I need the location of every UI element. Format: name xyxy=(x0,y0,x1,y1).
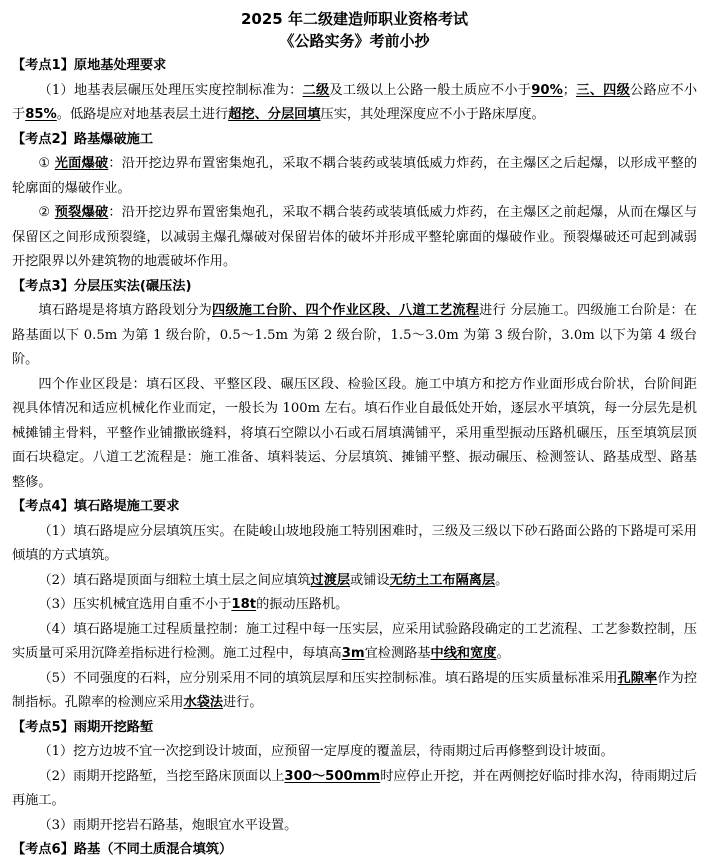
text: （2）雨期开挖路堑，当挖至路床顶面以上 xyxy=(38,768,285,784)
text: 填石路堤是将填方路段划分为 xyxy=(38,303,213,318)
paragraph-4-2 xyxy=(12,569,697,594)
highlight-term: 水袋法 xyxy=(183,695,223,710)
paragraph-2-1 xyxy=(12,152,697,201)
text: 或铺设 xyxy=(350,572,390,588)
paragraph-2-2 xyxy=(12,201,697,275)
highlight-term: 四级施工台阶、四个作业区段、八道工艺流程 xyxy=(212,303,480,318)
highlight-term: 光面爆破 xyxy=(54,156,109,171)
paragraph-5-3: （3）雨期开挖岩石路基，炮眼宜水平设置。 xyxy=(38,817,298,833)
highlight-term: 90% xyxy=(531,82,563,98)
paragraph-4-4 xyxy=(12,618,697,667)
text: 。 xyxy=(496,646,510,661)
section-heading-6: 【考点6】路基（不同土质混合填筑） xyxy=(12,842,233,857)
highlight-term: 过渡层 xyxy=(310,572,351,588)
text: （5）不同强度的石料，应分别采用不同的填筑层厚和压实控制标准。填石路堤的压实质量标准采用 xyxy=(38,670,618,686)
paragraph-4-1: （1）填石路堤应分层填筑压实。在陡峻山坡地段施工特别困难时，三级及三级以下砂石路面公路的下路堤可采用倾填的方式填筑。 xyxy=(12,523,697,563)
section-heading-2: 【考点2】路基爆破施工 xyxy=(12,131,154,147)
text: （1）地基表层碾压处理压实度控制标准为： xyxy=(38,82,303,98)
section-heading-4: 【考点4】填石路堤施工要求 xyxy=(12,499,180,514)
paragraph-5-1: （1）挖方边坡不宜一次挖到设计坡面，应预留一定厚度的覆盖层，待雨期过后再修整到设计坡面。 xyxy=(38,744,614,759)
highlight-term: 中线和宽度 xyxy=(430,646,497,661)
document-subtitle: 《公路实务》考前小抄 xyxy=(279,32,430,50)
text: 时应停止开挖，并在两侧挖好临时排水沟，待雨期过后再施工。 xyxy=(12,768,698,808)
text: 及工级以上公路一般土质应不小于 xyxy=(329,82,532,98)
paragraph-4-5 xyxy=(12,667,697,716)
text: 的振动压路机。 xyxy=(256,597,349,612)
text: 进行。 xyxy=(223,695,263,710)
highlight-term: 300～500mm xyxy=(284,768,381,784)
paragraph-4-3 xyxy=(12,593,697,618)
text: 压实，其处理深度应不小于路床厚度。 xyxy=(320,107,545,122)
highlight-term: 孔隙率 xyxy=(617,670,658,686)
text: ； xyxy=(562,82,576,98)
highlight-term: 超挖、分层回填 xyxy=(228,107,321,122)
highlight-term: 三、四级 xyxy=(575,82,631,98)
text: （3）压实机械宜选用自重不小于 xyxy=(38,597,232,612)
text: （2）填石路堤顶面与细粒土填土层之间应填筑 xyxy=(38,572,311,588)
text: ① xyxy=(38,156,55,171)
highlight-term: 85% xyxy=(25,107,57,122)
paragraph-3-1 xyxy=(12,299,697,373)
text: ：沿开挖边界布置密集炮孔，采取不耦合装药或装填低威力炸药，在主爆区之后起爆，以形成平整的轮廓面的爆破作业。 xyxy=(12,156,698,196)
text: （4）填石路堤施工过程质量控制：施工过程中每一压实层，应采用试验路段确定的工艺流程、工艺参数控制，压实质量可采用沉降差指标进行检测。施工过程中，每填高 xyxy=(12,621,697,661)
paragraph-3-2: 四个作业区段是：填石区段、平整区段、碾压区段、检验区段。施工中填方和挖方作业面形成台阶状，台阶间距视具体情况和适应机械化作业而定，一般长为 100m 左右。填石作业自最低处开始，逐层水平填筑，每一分层先是机械摊铺主骨料，平整作业铺撒嵌缝料，将填石空隙以小石或石屑填满铺平，采用重型振动压路机碾压，压至填筑层顶面石块稳定。八道工艺流程是：施工准备、填料装运、分层填筑、摊铺平整、振动碾压、检测签认、路基成型、路基整修。 xyxy=(12,376,697,490)
section-heading-5: 【考点5】雨期开挖路堑 xyxy=(12,719,154,735)
text: 作为控制指标。孔隙率的检测应采用 xyxy=(12,670,698,710)
paragraph-5-2 xyxy=(12,765,697,814)
text: 公路应不小于 xyxy=(12,82,698,122)
highlight-term: 二级 xyxy=(302,82,330,98)
text: ② xyxy=(38,205,55,220)
text: 宜检测路基 xyxy=(364,646,431,661)
section-heading-1: 【考点1】原地基处理要求 xyxy=(12,58,167,73)
document-title: 2025 年二级建造师职业资格考试 xyxy=(241,10,468,28)
paragraph-1-1 xyxy=(12,79,697,128)
section-heading-3: 【考点3】分层压实法(碾压法) xyxy=(12,278,192,294)
highlight-term: 无纺土工布隔离层 xyxy=(389,572,496,588)
text: 。 xyxy=(495,572,509,588)
text: 。低路堤应对地基表层土进行 xyxy=(56,107,229,122)
highlight-term: 18t xyxy=(231,597,257,612)
highlight-term: 预裂爆破 xyxy=(54,205,109,220)
text: 进行 分层施工。四级施工台阶是：在路基面以下 0.5m 为第 1 级台阶，0.5～1.5m 为第 2 级台阶，1.5～3.0m 为第 3 级台阶，3.0m 以下为第 4 级台阶。 xyxy=(12,303,697,367)
highlight-term: 3m xyxy=(341,646,365,661)
text: ：沿开挖边界布置密集炮孔，采取不耦合装药或装填低威力炸药，在主爆区之前起爆，从而在爆区与保留区之间形成预裂缝，以减弱主爆孔爆破对保留岩体的破坏并形成平整轮廓面的爆破作业。预裂爆破还可起到减弱开挖限界以外建筑物的地震破坏作用。 xyxy=(12,205,698,269)
